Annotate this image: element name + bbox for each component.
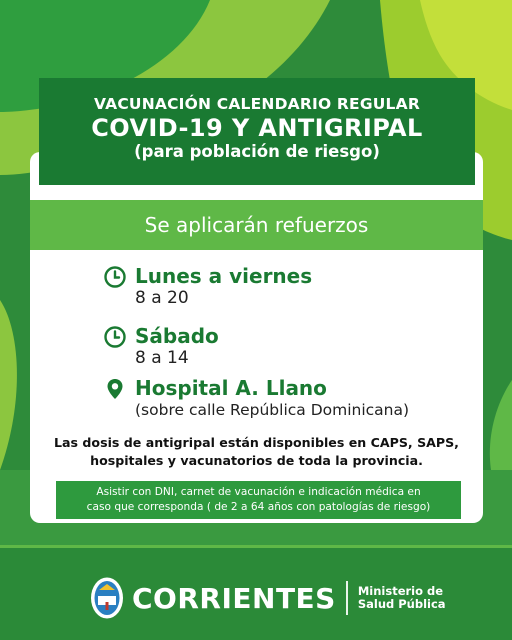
booster-band: Se aplicarán refuerzos (30, 200, 483, 250)
title-box (39, 78, 475, 185)
requirements-box (56, 481, 461, 519)
footer (0, 545, 512, 640)
schedule-weekdays (103, 264, 312, 308)
provincial-seal-icon (90, 576, 124, 620)
ministry-line-2: Salud Pública (357, 597, 446, 611)
requirements-line-1: Asistir con DNI, carnet de vacunación e indicación médica en (96, 486, 421, 498)
title-line-1: VACUNACIÓN CALENDARIO REGULAR (94, 95, 420, 113)
location (103, 376, 409, 420)
schedule-hours: 8 a 14 (135, 348, 189, 368)
schedule-title: Lunes a viernes (135, 264, 313, 288)
title-line-2: COVID-19 Y ANTIGRIPAL (91, 114, 423, 142)
note-line-2: hospitales y vacunatorios de toda la provincia. (90, 453, 423, 468)
location-title: Hospital A. Llano (135, 376, 327, 400)
note-line-1: Las dosis de antigripal están disponibles en CAPS, SAPS, (54, 435, 459, 450)
schedule-title: Sábado (135, 324, 219, 348)
availability-note (40, 434, 473, 470)
footer-logo (90, 576, 446, 620)
title-line-3: (para población de riesgo) (134, 142, 380, 161)
schedule-hours: 8 a 20 (135, 288, 189, 308)
brand-name: CORRIENTES (132, 581, 336, 615)
ministry-name (358, 585, 446, 611)
location-address: (sobre calle República Dominicana) (135, 401, 410, 419)
footer-divider (346, 581, 348, 615)
requirements-line-2: caso que corresponda ( de 2 a 64 años con patologías de riesgo) (86, 500, 431, 513)
location-pin-icon (103, 377, 127, 401)
ministry-line-1: Ministerio de (357, 584, 444, 598)
clock-icon (103, 325, 127, 349)
schedule-saturday (103, 324, 219, 368)
clock-icon (103, 265, 127, 289)
